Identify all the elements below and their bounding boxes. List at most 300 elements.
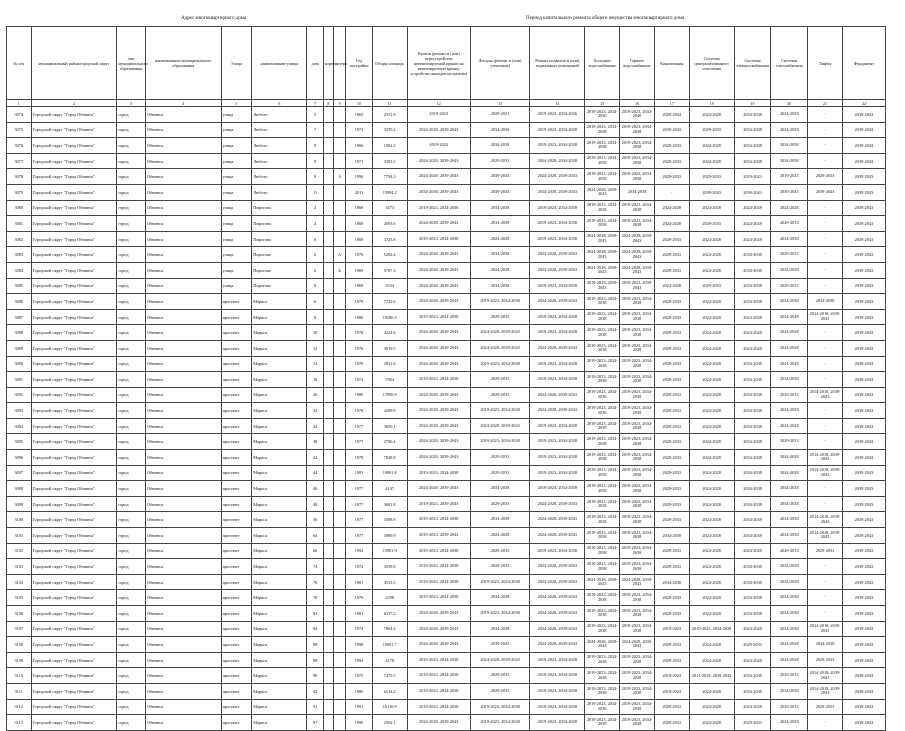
table-cell: 3108 [7, 637, 32, 653]
table-cell: 3091 [7, 372, 32, 388]
table-cell: 2019-2023, 2039-2043 [407, 496, 470, 512]
table-cell: 2029-2033 [808, 543, 843, 559]
table-cell: Маркса [252, 387, 307, 403]
table-cell: 2019-2023, 2034-2038 [470, 434, 529, 450]
table-cell: 2019-2023 [407, 107, 470, 123]
table-cell: Маркса [252, 340, 307, 356]
table-cell [334, 294, 346, 310]
table-cell: - [808, 247, 843, 263]
column-number: 19 [734, 100, 771, 107]
table-cell: 3101 [7, 528, 32, 544]
table-cell: 2019-2023, 2034-2038 [530, 356, 585, 372]
table-cell: 2024-2028, 2039-2043 [407, 715, 470, 731]
table-row [7, 512, 886, 528]
table-cell: 2034-2038 [771, 683, 808, 699]
table-row [7, 652, 886, 668]
table-cell: Обнинск [145, 450, 221, 466]
table-cell: 2029-2033 [654, 340, 689, 356]
table-cell [323, 122, 333, 138]
table-cell [334, 356, 346, 372]
table-cell: Маркса [252, 652, 307, 668]
table-cell: 2024-2028, 2039-2043 [585, 184, 620, 200]
table-cell: 2019-2023, 2034-2038 [585, 559, 620, 575]
table-cell: 2024-2028, 2039-2043 [530, 496, 585, 512]
table-cell: город [117, 309, 146, 325]
table-cell: - [808, 325, 843, 341]
table-cell: 2024-2028, 2039-2043 [585, 247, 620, 263]
table-cell: 2019-2023, 2034-2038 [470, 403, 529, 419]
column-header: Горячее водоснабжение [620, 27, 655, 100]
table-cell: 2029-2033 [654, 559, 689, 575]
table-cell: 2019-2023, 2034-2038 [620, 294, 655, 310]
table-cell: 2019-2023, 2034-2038 [620, 418, 655, 434]
table-cell: Обнинск [145, 231, 221, 247]
column-header: Системы газоснабжения [771, 27, 808, 100]
table-cell: 3094 [7, 418, 32, 434]
table-cell: 2029-2033 [470, 559, 529, 575]
table-cell: Городской округ "Город Обнинск" [31, 278, 117, 294]
table-cell: Городской округ "Город Обнинск" [31, 434, 117, 450]
table-cell: Городской округ "Город Обнинск" [31, 652, 117, 668]
table-cell: 2034-2038 [771, 512, 808, 528]
table-cell: 2551.8 [372, 107, 407, 123]
table-cell: 2024-2028 [654, 216, 689, 232]
table-cell: 1976 [346, 340, 373, 356]
table-cell: 2011 [346, 184, 373, 200]
table-cell: 2024-2028, 2039-2043 [407, 434, 470, 450]
table-cell: 2039-2043 [771, 184, 808, 200]
table-row [7, 637, 886, 653]
table-cell: 2024-2028, 2039-2043 [407, 356, 470, 372]
table-row [7, 122, 886, 138]
table-cell: 2024-2028, 2039-2043 [470, 325, 529, 341]
table-cell: Обнинск [145, 122, 221, 138]
table-cell: город [117, 590, 146, 606]
table-cell: 2024-2028 [734, 340, 771, 356]
table-cell: 2019-2023, 2039-2043 [620, 278, 655, 294]
table-cell: - [808, 107, 843, 123]
column-header: муниципальный район/городской округ [31, 27, 117, 100]
table-cell: 3112 [7, 699, 32, 715]
column-number: 10 [346, 100, 373, 107]
table-cell: 2019-2023, 2034-2038 [470, 606, 529, 622]
table-cell: 2029-2033 [654, 262, 689, 278]
table-cell: 2024-2028 [689, 356, 734, 372]
table-row [7, 231, 886, 247]
table-cell: 1965 [346, 107, 373, 123]
table-cell: 2024-2028 [734, 309, 771, 325]
table-cell: 2024-2028, 2039-2043 [530, 262, 585, 278]
table-cell: 3075 [7, 122, 32, 138]
table-cell: 2024-2028, 2039-2043 [407, 481, 470, 497]
table-cell: 2019-2023, 2034-2038 [585, 138, 620, 154]
table-cell: 2019-2023, 2034-2038 [620, 122, 655, 138]
table-cell: - [808, 481, 843, 497]
table-cell: 2024-2028 [470, 528, 529, 544]
table-cell: 2039-2043 [842, 606, 885, 622]
table-cell: 2039-2043 [689, 184, 734, 200]
table-cell: улица [221, 169, 252, 185]
table-cell: - [808, 122, 843, 138]
table-cell: 2029-2033 [771, 699, 808, 715]
table-cell [323, 403, 333, 419]
table-cell: 3099 [7, 496, 32, 512]
table-cell: 3100 [7, 512, 32, 528]
table-cell: 2039-2043 [842, 481, 885, 497]
table-cell: Любого [252, 107, 307, 123]
table-cell: 2039-2043 [842, 590, 885, 606]
table-cell: 2024-2028, 2039-2043 [530, 387, 585, 403]
table-cell: 7722.6 [372, 294, 407, 310]
table-cell: Городской округ "Город Обнинск" [31, 262, 117, 278]
table-cell [334, 512, 346, 528]
table-cell: город [117, 231, 146, 247]
table-cell: 3089 [7, 340, 32, 356]
table-cell: 3103 [7, 559, 32, 575]
table-cell: проспект [221, 434, 252, 450]
table-cell: Пирогова [252, 231, 307, 247]
table-cell: 1991 [346, 699, 373, 715]
table-cell: 3650.1 [372, 418, 407, 434]
table-cell: 2039-2043 [842, 543, 885, 559]
table-cell: 42 [307, 450, 323, 466]
table-cell: Маркса [252, 294, 307, 310]
table-cell: 1969 [346, 262, 373, 278]
table-cell [334, 216, 346, 232]
table-cell: 2019-2023, 2034-2038 [620, 528, 655, 544]
table-cell [323, 418, 333, 434]
table-cell: 76 [307, 574, 323, 590]
table-cell: 2029-2033 [654, 372, 689, 388]
table-row [7, 356, 886, 372]
table-cell: проспект [221, 715, 252, 731]
table-cell: Обнинск [145, 325, 221, 341]
table-cell: 2034-2038 [470, 122, 529, 138]
table-cell: 3105 [7, 590, 32, 606]
table-cell: 3619.5 [372, 340, 407, 356]
table-cell: 2034-2038 [734, 247, 771, 263]
table-cell: проспект [221, 481, 252, 497]
table-cell: 2019-2023, 2034-2038 [620, 683, 655, 699]
table-cell [334, 606, 346, 622]
table-cell: Пирогова [252, 278, 307, 294]
table-cell: 2024-2028 [734, 200, 771, 216]
table-cell: - [808, 216, 843, 232]
table-cell: Обнинск [145, 278, 221, 294]
table-cell: 44 [307, 465, 323, 481]
table-cell: 2039-2043 [842, 169, 885, 185]
table-row [7, 169, 886, 185]
table-cell: Маркса [252, 325, 307, 341]
table-cell: Обнинск [145, 559, 221, 575]
column-number: 7 [307, 100, 323, 107]
table-row [7, 543, 886, 559]
table-cell: 2024-2028 [734, 652, 771, 668]
table-cell: 2693.6 [372, 216, 407, 232]
table-cell: 2019-2023, 2034-2038 [620, 200, 655, 216]
table-cell: город [117, 496, 146, 512]
table-cell: Городской округ "Город Обнинск" [31, 574, 117, 590]
table-cell: 2029-2033 [654, 652, 689, 668]
table-cell: город [117, 450, 146, 466]
table-cell: 3106 [7, 606, 32, 622]
table-cell: 2024-2028, 2039-2043 [530, 559, 585, 575]
table-cell: 12 [307, 340, 323, 356]
table-cell: 2034-2038, 2039-2043 [530, 184, 585, 200]
table-cell: 2019-2023, 2034-2038 [620, 169, 655, 185]
table-cell: 2019-2023, 2034-2038 [530, 699, 585, 715]
table-cell: проспект [221, 356, 252, 372]
table-cell: 2019-2023, 2034-2038 [585, 294, 620, 310]
table-cell: 3090 [7, 356, 32, 372]
table-cell: 2039-2043 [842, 434, 885, 450]
table-cell: 2024-2028 [771, 200, 808, 216]
column-header: литера [334, 27, 346, 100]
table-cell: проспект [221, 668, 252, 684]
table-cell: Маркса [252, 372, 307, 388]
table-cell: Маркса [252, 496, 307, 512]
table-cell: 2034-2038 [734, 294, 771, 310]
table-cell: 2014-2018, 2039-2043 [808, 621, 843, 637]
table-cell: 2024-2028 [734, 325, 771, 341]
table-cell: - [808, 340, 843, 356]
table-cell: проспект [221, 387, 252, 403]
table-cell: 2029-2033 [689, 169, 734, 185]
table-cell: Обнинск [145, 637, 221, 653]
table-cell: проспект [221, 543, 252, 559]
table-cell: 2034-2038 [654, 528, 689, 544]
table-cell: 1969 [346, 278, 373, 294]
table-cell: 2024-2028, 2039-2043 [407, 606, 470, 622]
table-cell: 3087 [7, 309, 32, 325]
table-cell: 1977 [346, 512, 373, 528]
table-cell: 2024-2028 [470, 262, 529, 278]
table-row [7, 153, 886, 169]
table-cell: 2019-2023, 2034-2038 [585, 216, 620, 232]
table-cell: 2019-2023, 2034-2036 [530, 107, 585, 123]
table-cell: 2024-2028, 2039-2043 [407, 418, 470, 434]
table-cell: 2029-2033 [771, 278, 808, 294]
table-cell: 2039-2043 [842, 574, 885, 590]
section-labels [6, 8, 886, 26]
table-cell: - [808, 559, 843, 575]
table-cell: 3074 [7, 107, 32, 123]
table-cell: 1977 [346, 418, 373, 434]
table-row [7, 465, 886, 481]
table-cell: 2029-2031 [470, 107, 529, 123]
table-cell: 2024-2028, 2039-2043 [407, 216, 470, 232]
document-sheet [6, 8, 886, 731]
table-cell: 11 [307, 184, 323, 200]
column-header: корпус [323, 27, 333, 100]
table-cell: 2024-2028 [689, 294, 734, 310]
table-cell: 2019-2023, 2034-2038 [620, 715, 655, 731]
table-cell: 2039-2043 [842, 450, 885, 466]
table-cell: - [808, 418, 843, 434]
table-cell: Городской округ "Город Обнинск" [31, 418, 117, 434]
table-cell: 2831.6 [372, 356, 407, 372]
table-cell: Городской округ "Город Обнинск" [31, 387, 117, 403]
column-header: Канализация [654, 27, 689, 100]
table-cell [334, 309, 346, 325]
table-cell: 2019-2023, 2034-2038 [585, 481, 620, 497]
table-cell: 2019-2023, 2034-2038 [407, 683, 470, 699]
table-cell: проспект [221, 559, 252, 575]
table-cell: 2019-2023, 2034-2038 [585, 652, 620, 668]
table-cell: 2039-2043 [842, 340, 885, 356]
table-cell: 2024-2028 [689, 450, 734, 466]
table-cell: 3081 [7, 216, 32, 232]
table-cell: 56 [307, 512, 323, 528]
table-cell: 3086 [7, 294, 32, 310]
table-cell: 2039-2043 [842, 699, 885, 715]
table-cell: 2029-2033 [734, 715, 771, 731]
table-cell: - [654, 184, 689, 200]
table-cell: Городской округ "Город Обнинск" [31, 481, 117, 497]
table-cell: 6337.2 [372, 606, 407, 622]
table-cell: 2019-2023, 2034-2038 [620, 699, 655, 715]
table-cell: 2024-2028 [734, 621, 771, 637]
table-cell [334, 496, 346, 512]
table-cell: проспект [221, 621, 252, 637]
table-cell: Городской округ "Город Обнинск" [31, 403, 117, 419]
table-cell: 2029-2033 [470, 543, 529, 559]
table-cell: 2029-2033 [654, 450, 689, 466]
table-cell: 2024-2028, 2039-2043 [407, 325, 470, 341]
table-cell: 3681.8 [372, 496, 407, 512]
table-cell: 2024-2028 [689, 715, 734, 731]
table-cell: город [117, 574, 146, 590]
table-cell: 2039-2043 [470, 169, 529, 185]
table-cell: - [808, 200, 843, 216]
table-cell: 2024-2028 [654, 278, 689, 294]
table-cell: Маркса [252, 356, 307, 372]
table-cell: 2029-2033 [808, 652, 843, 668]
table-cell: 2029-2033 [654, 356, 689, 372]
table-cell: проспект [221, 528, 252, 544]
table-cell: 2029-2033 [470, 668, 529, 684]
table-cell: Обнинск [145, 356, 221, 372]
table-cell: Обнинск [145, 434, 221, 450]
column-header: тип муниципального образования [117, 27, 146, 100]
table-cell: 2024-2028 [734, 231, 771, 247]
table-cell: 3082 [7, 231, 32, 247]
table-cell: 2034-2038 [734, 138, 771, 154]
column-header: Общая площадь [372, 27, 407, 100]
table-cell: 2019-2023, 2034-2038 [585, 325, 620, 341]
table-row [7, 372, 886, 388]
table-cell: 2019-2023, 2034-2038 [585, 169, 620, 185]
table-cell: 1978 [346, 450, 373, 466]
table-cell: 2024-2028 [689, 403, 734, 419]
table-cell: 2039-2043 [842, 184, 885, 200]
table-cell: проспект [221, 574, 252, 590]
table-cell: 2024-2028, 2039-2043 [407, 294, 470, 310]
table-cell: 2024-2028, 2039-2043 [407, 403, 470, 419]
table-cell: 2039-2043 [842, 247, 885, 263]
column-number: 17 [654, 100, 689, 107]
table-cell: 2024-2028 [654, 200, 689, 216]
table-cell: Маркса [252, 683, 307, 699]
table-cell: - [808, 231, 843, 247]
table-cell: 6 [307, 294, 323, 310]
table-cell: Обнинск [145, 294, 221, 310]
table-cell: 2039-2043 [470, 637, 529, 653]
table-cell: 2019-2023, 2034-2038 [530, 481, 585, 497]
table-cell: Городской округ "Город Обнинск" [31, 107, 117, 123]
table-cell: улица [221, 247, 252, 263]
table-cell: 90 [307, 668, 323, 684]
table-cell: город [117, 184, 146, 200]
table-cell: 2024-2028 [771, 309, 808, 325]
table-cell: 2039-2043 [842, 262, 885, 278]
table-cell: Пирогова [252, 216, 307, 232]
table-cell: 2034-2038 [734, 278, 771, 294]
table-cell: город [117, 528, 146, 544]
table-cell: 2019-2023, 2034-2038 [585, 403, 620, 419]
table-cell: 2034-2038 [771, 340, 808, 356]
table-cell: город [117, 606, 146, 622]
table-cell: 2019-2023 [654, 621, 689, 637]
table-cell [323, 528, 333, 544]
table-cell: 2034-2038 [654, 574, 689, 590]
table-cell: 84 [307, 621, 323, 637]
table-cell: 2034-2038 [470, 621, 529, 637]
table-cell: улица [221, 184, 252, 200]
table-cell: 2024-2028 [771, 450, 808, 466]
table-cell: 2019-2023, 2034-2038 [407, 200, 470, 216]
column-number: 11 [372, 100, 407, 107]
table-cell: город [117, 372, 146, 388]
table-cell: 2029-2033 [470, 465, 529, 481]
table-cell: 2024-2028 [689, 528, 734, 544]
table-cell: 2039-2043 [842, 107, 885, 123]
table-cell: 1968 [346, 200, 373, 216]
table-cell: 2034-2038 [771, 403, 808, 419]
table-cell [334, 403, 346, 419]
column-number: 6 [252, 100, 307, 107]
table-cell [334, 699, 346, 715]
table-cell: 2039-2043 [842, 200, 885, 216]
table-cell: 1977 [346, 528, 373, 544]
table-cell: 2039-2043 [842, 403, 885, 419]
table-cell: город [117, 247, 146, 263]
table-cell: 3085 [7, 278, 32, 294]
table-cell: 5787.3 [372, 262, 407, 278]
table-cell [323, 699, 333, 715]
table-cell [334, 325, 346, 341]
table-cell: 2024-2028 [689, 418, 734, 434]
table-cell: 3104 [7, 574, 32, 590]
table-cell: 2034-2038 [734, 528, 771, 544]
table-cell: 2024-2028, 2039-2043 [585, 262, 620, 278]
column-number: 22 [842, 100, 885, 107]
table-cell: 2024-2028 [771, 418, 808, 434]
table-cell: город [117, 481, 146, 497]
table-cell: 2019-2023, 2034-2038 [689, 621, 734, 637]
table-cell: 2039-2043 [808, 184, 843, 200]
header-row [7, 27, 886, 100]
table-cell: 3473 [372, 200, 407, 216]
table-cell: 2034-2038 [620, 184, 655, 200]
table-cell: 3077 [7, 153, 32, 169]
table-cell: 2039-2043 [842, 418, 885, 434]
table-cell: 2024-2028, 2039-2043 [620, 574, 655, 590]
table-cell: 2029-2033 [470, 387, 529, 403]
table-cell: 2034-2038 [771, 574, 808, 590]
table-cell: город [117, 512, 146, 528]
table-cell: 2029-2033 [654, 231, 689, 247]
